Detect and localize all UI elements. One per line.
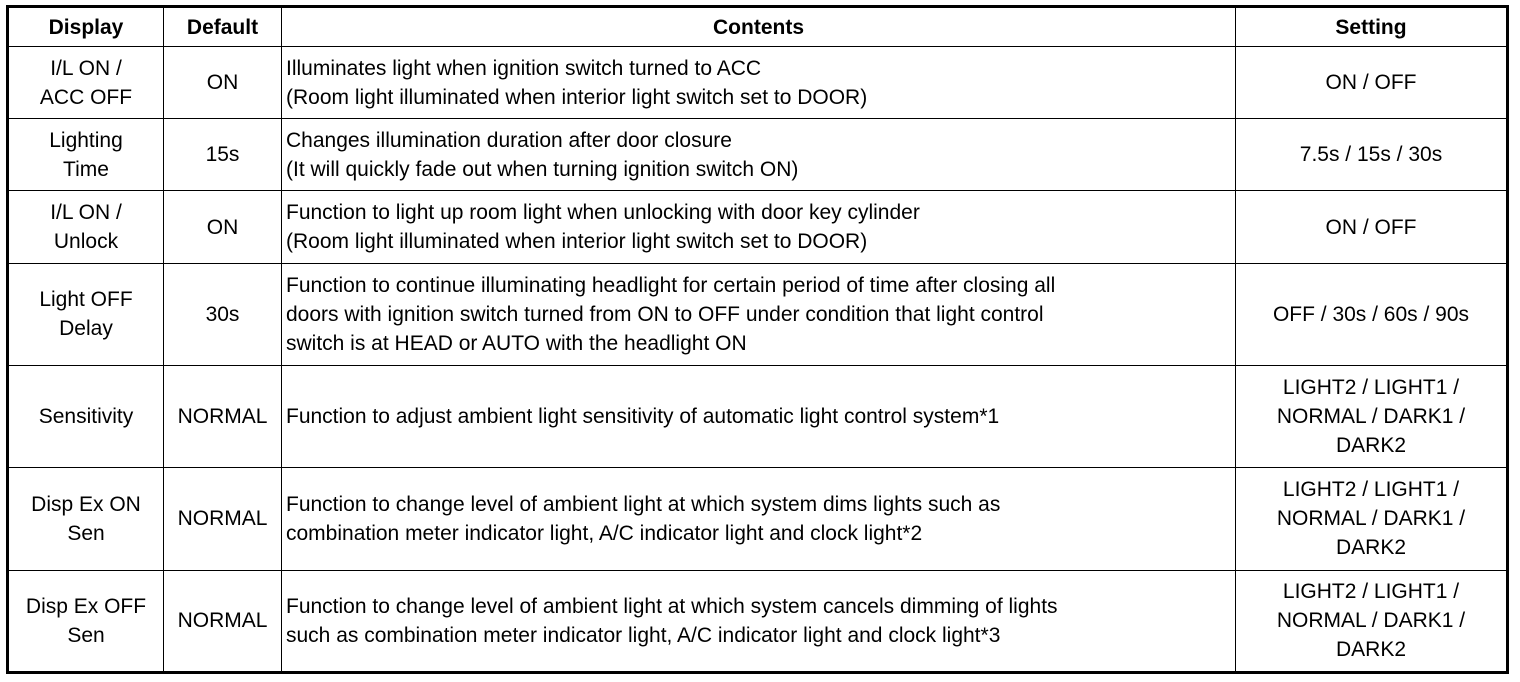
setting-line: OFF / 30s / 60s / 90s [1272, 302, 1470, 326]
contents-cell [282, 468, 1236, 570]
display-line: Disp Ex ON [31, 492, 141, 516]
setting-cell [1236, 468, 1508, 570]
display-cell [8, 119, 164, 191]
setting-cell [1236, 365, 1508, 467]
default-cell: ON [164, 47, 282, 119]
contents-line: Function to change level of ambient light at which system cancels dimming of lights [286, 594, 1058, 618]
display-line: Lighting [49, 128, 123, 152]
setting-line: NORMAL / DARK1 / [1276, 405, 1466, 429]
display-cell [8, 468, 164, 570]
display-line: Sensitivity [38, 405, 134, 429]
default-cell: NORMAL [164, 365, 282, 467]
contents-line: Function to change level of ambient light at which system dims lights such as [286, 492, 1001, 516]
table-row [8, 365, 1508, 467]
setting-line: DARK2 [1335, 638, 1407, 662]
contents-cell [282, 365, 1236, 467]
default-cell: 30s [164, 263, 282, 365]
setting-cell [1236, 263, 1508, 365]
display-line: Disp Ex OFF [25, 594, 147, 618]
contents-line: Function to continue illuminating headlight for certain period of time after closing all [286, 273, 1056, 297]
display-line: Unlock [53, 230, 119, 254]
setting-cell [1236, 47, 1508, 119]
contents-line: (Room light illuminated when interior light switch set to DOOR) [286, 85, 868, 109]
table-row [8, 191, 1508, 263]
setting-line: DARK2 [1335, 536, 1407, 560]
setting-line: DARK2 [1335, 434, 1407, 458]
header-default: Default [164, 7, 282, 47]
setting-line: NORMAL / DARK1 / [1276, 609, 1466, 633]
contents-line: Function to light up room light when unlocking with door key cylinder [286, 201, 920, 225]
display-cell [8, 47, 164, 119]
display-line: ACC OFF [39, 85, 133, 109]
display-line: Sen [67, 623, 105, 647]
contents-cell [282, 119, 1236, 191]
display-cell [8, 570, 164, 672]
setting-line: LIGHT2 / LIGHT1 / [1282, 478, 1460, 502]
contents-line: Changes illumination duration after door closure [286, 128, 732, 152]
setting-cell [1236, 570, 1508, 672]
display-cell [8, 263, 164, 365]
setting-cell [1236, 191, 1508, 263]
table-row [8, 47, 1508, 119]
table-row [8, 119, 1508, 191]
table-body [8, 47, 1508, 673]
contents-line: combination meter indicator light, A/C indicator light and clock light*2 [286, 521, 923, 545]
display-line: Light OFF [39, 288, 133, 312]
display-line: Delay [59, 317, 113, 341]
header-setting: Setting [1236, 7, 1508, 47]
contents-line: (It will quickly fade out when turning ignition switch ON) [286, 157, 799, 181]
contents-cell [282, 47, 1236, 119]
setting-line: NORMAL / DARK1 / [1276, 507, 1466, 531]
header-contents: Contents [282, 7, 1236, 47]
contents-cell [282, 263, 1236, 365]
header-row [8, 7, 1508, 47]
contents-line: doors with ignition switch turned from ON to OFF under condition that light control [286, 302, 1044, 326]
setting-line: LIGHT2 / LIGHT1 / [1282, 376, 1460, 400]
header-display: Display [8, 7, 164, 47]
setting-line: ON / OFF [1325, 215, 1417, 239]
default-cell: NORMAL [164, 468, 282, 570]
contents-cell [282, 570, 1236, 672]
contents-line: Function to adjust ambient light sensitivity of automatic light control system*1 [286, 405, 1000, 429]
setting-line: ON / OFF [1325, 71, 1417, 95]
contents-line: Illuminates light when ignition switch turned to ACC [286, 56, 762, 80]
display-cell [8, 191, 164, 263]
default-cell: ON [164, 191, 282, 263]
table-row [8, 570, 1508, 672]
settings-table-frame [6, 5, 1506, 674]
contents-line: switch is at HEAD or AUTO with the headlight ON [286, 331, 747, 355]
setting-line: 7.5s / 15s / 30s [1299, 143, 1443, 167]
display-cell [8, 365, 164, 467]
display-line: Sen [67, 521, 105, 545]
display-line: I/L ON / [50, 56, 122, 80]
contents-line: such as combination meter indicator light, A/C indicator light and clock light*3 [286, 623, 1001, 647]
setting-cell [1236, 119, 1508, 191]
contents-line: (Room light illuminated when interior light switch set to DOOR) [286, 230, 868, 254]
default-cell: NORMAL [164, 570, 282, 672]
table-row [8, 263, 1508, 365]
settings-table [6, 5, 1509, 674]
contents-cell [282, 191, 1236, 263]
display-line: Time [63, 157, 109, 181]
default-cell: 15s [164, 119, 282, 191]
display-line: I/L ON / [50, 201, 122, 225]
setting-line: LIGHT2 / LIGHT1 / [1282, 580, 1460, 604]
table-row [8, 468, 1508, 570]
